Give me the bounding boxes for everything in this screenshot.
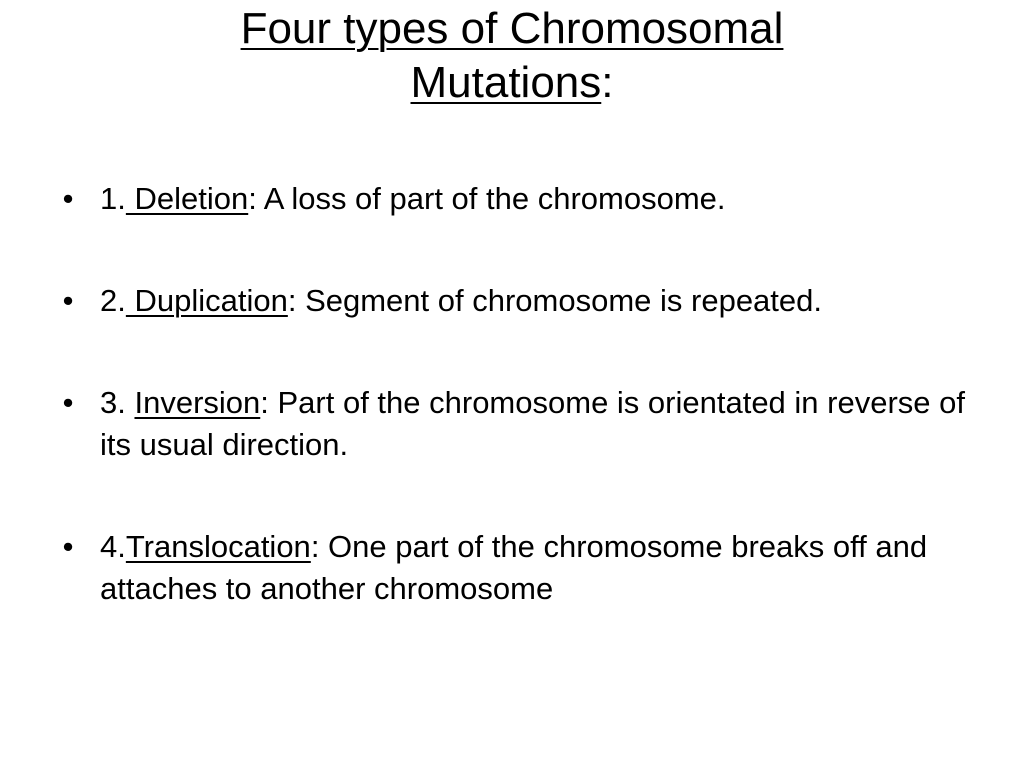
list-item <box>58 178 988 220</box>
item-definition: : One part of the chromosome breaks off and attaches to another chromosome <box>100 529 928 606</box>
item-definition: : Part of the chromosome is orientated in reverse of its usual direction. <box>100 385 965 462</box>
list-item <box>58 280 988 322</box>
slide-title-line2-rest: : <box>601 58 614 107</box>
slide-title-line2-underlined: Mutations <box>410 58 602 107</box>
item-number: 1. <box>100 181 126 216</box>
item-term: Translocation <box>125 529 311 564</box>
mutation-list <box>58 178 988 670</box>
item-term: Duplication <box>125 283 288 318</box>
item-definition: : A loss of part of the chromosome. <box>248 181 726 216</box>
bullet-icon: • <box>62 385 74 420</box>
slide-title <box>0 2 1024 110</box>
item-number: 3. <box>100 385 135 420</box>
item-definition: : Segment of chromosome is repeated. <box>287 283 823 318</box>
item-number: 4. <box>100 529 126 564</box>
list-item <box>58 382 988 466</box>
list-item <box>58 526 988 610</box>
bullet-icon: • <box>62 529 74 564</box>
item-number: 2. <box>100 283 126 318</box>
bullet-icon: • <box>62 181 74 216</box>
bullet-icon: • <box>62 283 74 318</box>
slide-title-line1: Four types of Chromosomal <box>240 4 784 53</box>
item-term: Deletion <box>125 181 249 216</box>
item-term: Inversion <box>134 385 261 420</box>
